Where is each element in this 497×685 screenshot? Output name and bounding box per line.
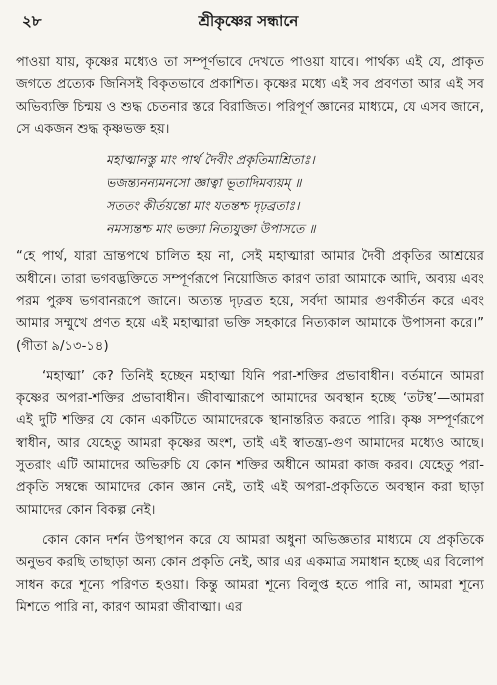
translation-quote: “হে পার্থ, যারা ভ্রান্তপথে চালিত হয় না, সেই মহাত্মারা আমার দৈবী প্রকৃতির আশ্রয়ের অধীনে। তারা ভগবদ্ভক্তিতে সম্পূর্ণরূপে নিয়োজিত কারণ তারা আমাকে আদি, অব্যয় এবং পরম পুরুষ ভগবানরূপে জানে। অত্যন্ত দৃঢ়ব্রত হয়ে, সর্বদা আমার গুণকীর্তন করে এবং আমার সম্মুখে প্রণত হয়ে এই মহাত্মারা ভক্তি সহকারে নিত্যকাল আমাকে উপাসনা করে।” (গীতা ৯/১৩-১৪) <box>16 249 484 354</box>
page-header <box>0 10 497 34</box>
verse-line-4: নমস্যন্তশ্চ মাং ভক্ত্যা নিত্যযুক্তা উপাসতে ॥ <box>106 220 316 236</box>
verse-line-1: মহাত্মানস্তু মাং পার্থ দৈবীং প্রকৃতিমাশ্রিতাঃ। <box>106 152 315 168</box>
page-body <box>16 52 484 619</box>
page-number: ২৮ <box>22 12 42 30</box>
running-title: শ্রীকৃষ্ণের সন্ধানে <box>198 12 299 30</box>
paragraph-2: ‘মহাত্মা’ কে? তিনিই হচ্ছেন মহাত্মা যিনি পরা-শক্তির প্রভাবাধীন। বর্তমানে আমরা কৃষ্ণের অপরা-শক্তির প্রভাবাধীন। জীবাত্মারূপে আমাদের অবস্থান হচ্ছে ‘তটস্থ’—আমরা এই দুটি শক্তির যে কোন একটিতে আমাদেরকে স্থানান্তরিত করতে পারি। কৃষ্ণ সম্পূর্ণরূপে স্বাধীন, আর যেহেতু আমরা কৃষ্ণের অংশ, তাই এই স্বাতন্ত্র্য-গুণ আমাদের মধ্যেও আছে। সুতরাং এটি আমাদের অভিরুচি যে কোন শক্তির অধীনে আমরা কাজ করব। যেহেতু পরা-প্রকৃতি সম্বন্ধে আমাদের কোন জ্ঞান নেই, তাই এই অপরা-প্রকৃতিতে অবস্থান করা ছাড়া আমাদের কোন বিকল্প নেই। <box>16 368 484 518</box>
paragraph-1: পাওয়া যায়, কৃষ্ণের মধ্যেও তা সম্পূর্ণভাবে দেখতে পাওয়া যাবে। পার্থক্য এই যে, প্রাকৃত জগতে প্রত্যেক জিনিসই বিকৃতভাবে প্রকাশিত। কৃষ্ণের মধ্যে এই সব প্রবণতা আর এই সব অভিব্যক্তি চিন্ময় ও শুদ্ধ চেতনার স্তরে বিরাজিত। পরিপূর্ণ জ্ঞানের মাধ্যমে, যে এসব জানে, সে একজন শুদ্ধ কৃষ্ণভক্ত হয়। <box>16 55 484 137</box>
sanskrit-verse <box>106 149 484 240</box>
verse-line-2: ভজন্ত্যনন্যমনসো জ্ঞাত্বা ভূতাদিমব্যয়ম্ ॥ <box>106 174 302 190</box>
verse-line-3: সততং কীর্তয়ন্তো মাং যতন্তশ্চ দৃঢ়ব্রতাঃ। <box>106 197 300 213</box>
paragraph-3: কোন কোন দর্শন উপস্থাপন করে যে আমরা অধুনা অভিজ্ঞতার মাধ্যমে যে প্রকৃতিকে অনুভব করছি তাছাড়া অন্য কোন প্রকৃতি নেই, আর এর একমাত্র সমাধান হচ্ছে এর বিলোপ সাধন করে শূন্যে পরিণত হওয়া। কিন্তু আমরা শূন্যে বিলুপ্ত হতে পারি না, আমরা শূন্যে মিশতে পারি না, কারণ আমরা জীবাত্মা। এর <box>16 532 484 615</box>
